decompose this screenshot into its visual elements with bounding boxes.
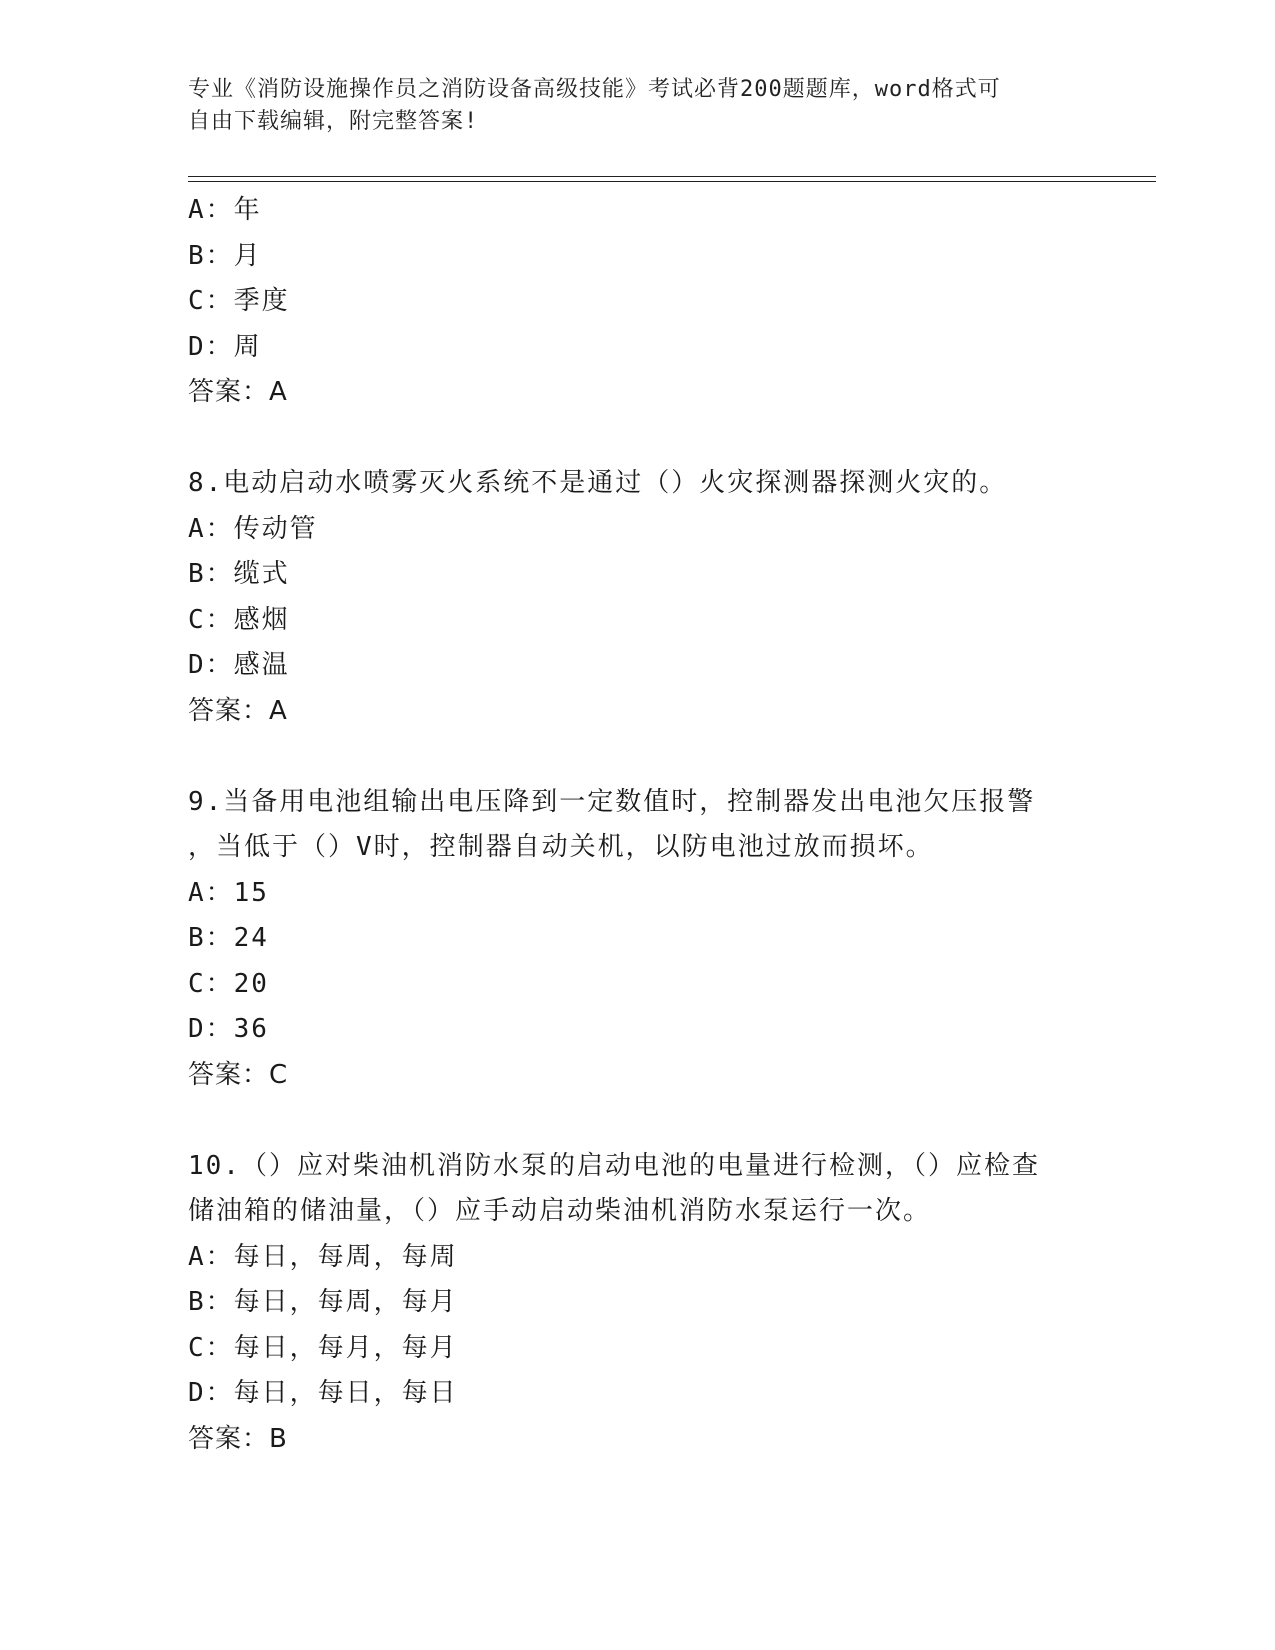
- question-block-7: [188, 188, 1088, 416]
- option-c: C：20: [188, 968, 269, 999]
- option-d: D：36: [188, 1014, 269, 1044]
- question-text-line-2: 储油箱的储油量，（）应手动启动柴油机消防水泵运行一次。: [188, 1196, 932, 1226]
- option-c: C：感烟: [188, 604, 290, 635]
- option-b: B：每日，每周，每月: [188, 1287, 458, 1317]
- answer: 答案：C: [188, 1059, 289, 1090]
- option-c: C：每日，每月，每月: [188, 1332, 458, 1363]
- block-spacer: [188, 416, 1088, 462]
- question-list: [188, 188, 1088, 1462]
- answer: 答案：A: [188, 695, 288, 726]
- block-spacer: [188, 1098, 1088, 1144]
- option-b: B：24: [188, 923, 269, 953]
- answer: 答案：B: [188, 1423, 288, 1454]
- header-line-1: 专业《消防设施操作员之消防设备高级技能》考试必背200题题库，word格式可: [188, 77, 1001, 102]
- question-text: 8.电动启动水喷雾灭火系统不是通过（）火灾探测器探测火灾的。: [188, 468, 1008, 498]
- question-text-line-2: ，当低于（）V时，控制器自动关机，以防电池过放而损坏。: [188, 832, 934, 862]
- question-block-10: [188, 1144, 1088, 1463]
- block-spacer: [188, 734, 1088, 780]
- question-text-line-1: 9.当备用电池组输出电压降到一定数值时，控制器发出电池欠压报警: [188, 786, 1036, 817]
- option-b: B：缆式: [188, 559, 290, 589]
- header-divider-bottom: [188, 181, 1156, 182]
- option-c: C：季度: [188, 286, 290, 316]
- question-block-8: [188, 461, 1088, 734]
- option-a: A：每日，每周，每周: [188, 1241, 458, 1272]
- option-d: D：周: [188, 331, 262, 362]
- option-d: D：每日，每日，每日: [188, 1378, 458, 1408]
- document-header: [188, 74, 1068, 138]
- question-block-9: [188, 780, 1088, 1099]
- option-a: A：15: [188, 877, 269, 908]
- header-divider-top: [188, 176, 1156, 177]
- answer: 答案：A: [188, 377, 288, 407]
- question-text-line-1: 10.（）应对柴油机消防水泵的启动电池的电量进行检测，（）应检查: [188, 1150, 1040, 1181]
- header-line-2: 自由下载编辑，附完整答案!: [188, 109, 479, 134]
- option-a: A：传动管: [188, 513, 318, 544]
- option-b: B：月: [188, 240, 262, 271]
- option-a: A：年: [188, 195, 262, 225]
- option-d: D：感温: [188, 650, 290, 680]
